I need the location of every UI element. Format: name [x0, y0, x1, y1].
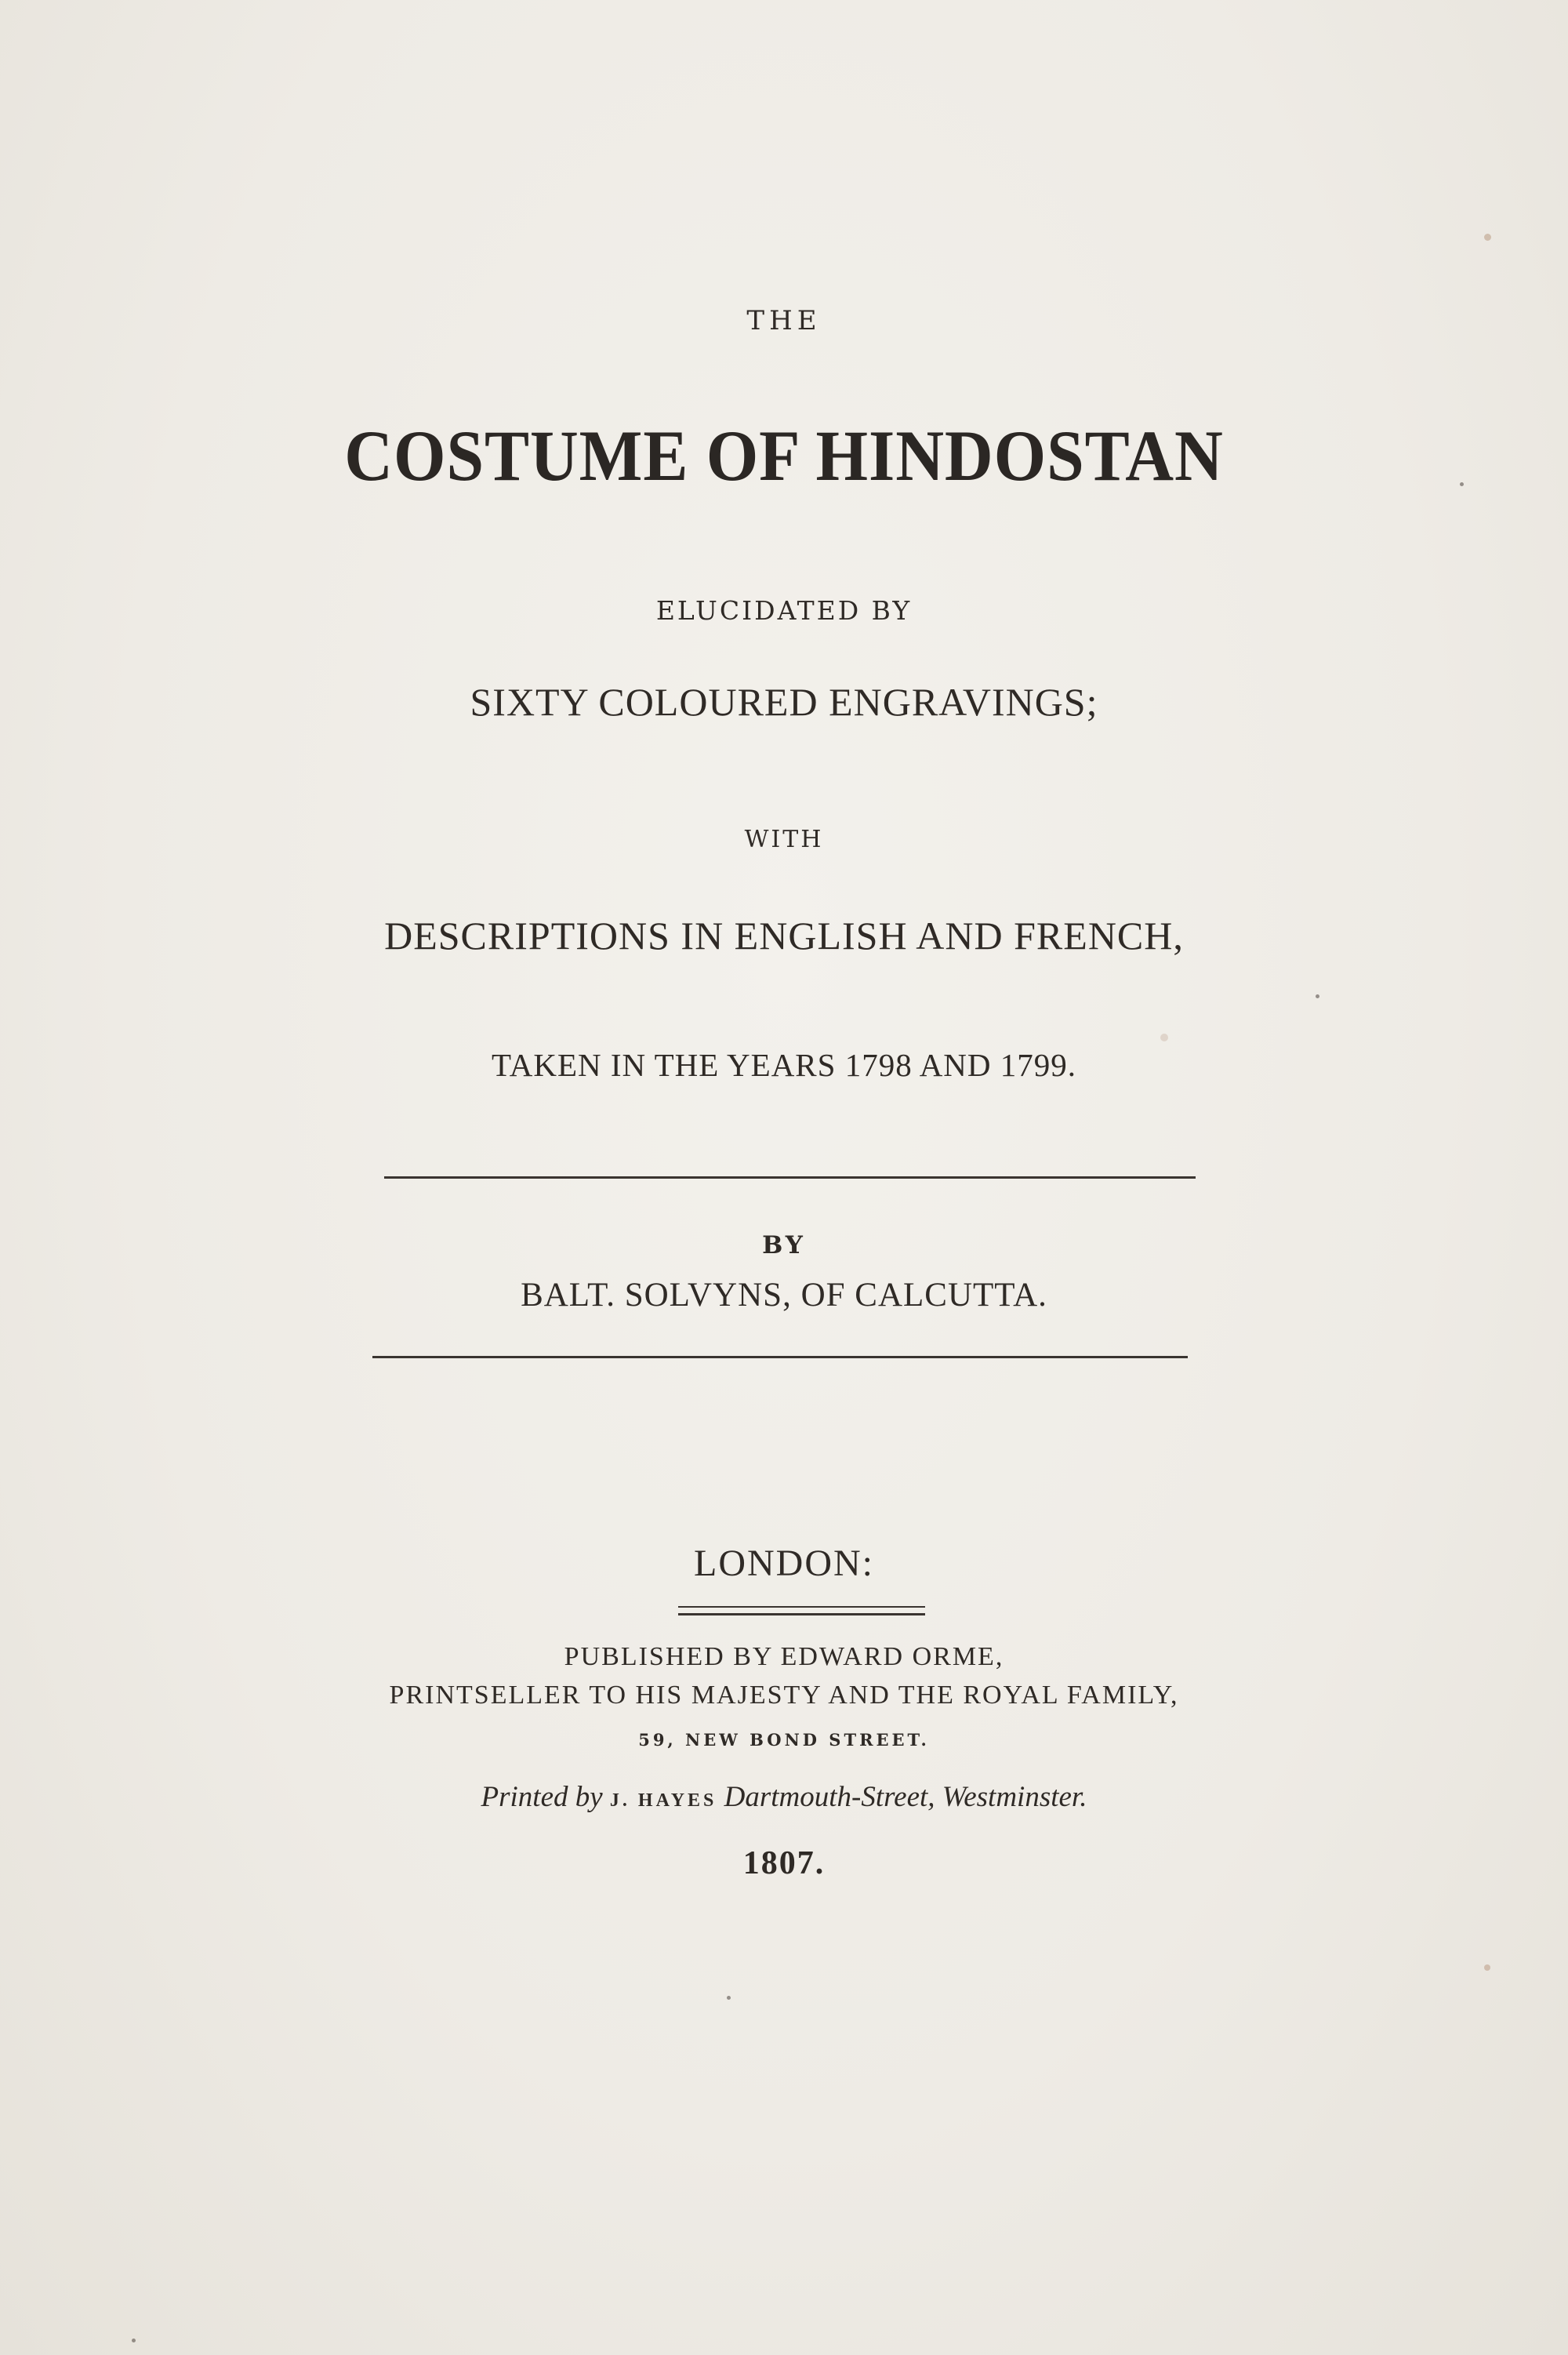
divider-rule — [384, 1176, 1196, 1179]
years-line: TAKEN IN THE YEARS 1798 AND 1799. — [491, 1047, 1077, 1083]
printer-address: Dartmouth-Street, Westminster. — [724, 1781, 1087, 1813]
paper-foxing-spot — [1484, 1964, 1490, 1971]
author-line: BALT. SOLVYNS, OF CALCUTTA. — [521, 1277, 1047, 1314]
double-rule — [678, 1606, 925, 1615]
publisher-address: 59, NEW BOND STREET. — [638, 1730, 930, 1750]
divider-rule — [372, 1356, 1188, 1358]
main-title: COSTUME OF HINDOSTAN — [344, 416, 1224, 496]
paper-speck — [132, 2339, 136, 2342]
elucidated-by: ELUCIDATED BY — [655, 595, 913, 626]
engravings-line: SIXTY COLOURED ENGRAVINGS; — [470, 680, 1098, 724]
with-line: WITH — [744, 826, 824, 853]
printed-by-label: Printed by — [481, 1781, 603, 1813]
publisher-title-line: PRINTSELLER TO HIS MAJESTY AND THE ROYAL FAMILY, — [389, 1681, 1179, 1710]
printer-name: J. HAYES — [609, 1790, 717, 1811]
publisher-line: PUBLISHED BY EDWARD ORME, — [564, 1642, 1004, 1671]
printer-line — [0, 1783, 1568, 1812]
by-line: BY — [762, 1231, 806, 1259]
publication-year: 1807. — [742, 1845, 826, 1881]
paper-speck — [727, 1996, 731, 2000]
descriptions-line: DESCRIPTIONS IN ENGLISH AND FRENCH, — [384, 914, 1184, 958]
imprint-city: LONDON: — [694, 1543, 874, 1584]
paper-speck — [1316, 994, 1319, 998]
paper-foxing-spot — [1160, 1034, 1168, 1041]
paper-speck — [1460, 482, 1464, 486]
article-the: THE — [746, 305, 822, 336]
paper-foxing-spot — [1484, 234, 1491, 241]
